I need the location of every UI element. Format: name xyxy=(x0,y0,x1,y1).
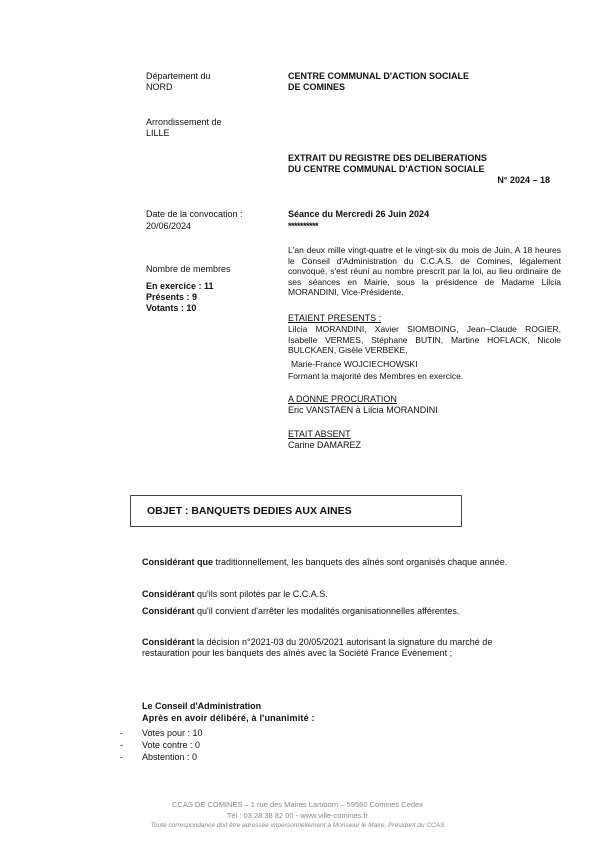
consideration-4-text: la décision n°2021-03 du 20/05/2021 autorisant la signature du marché de restauration pour les banquets des aînés avec la Société France Evènement ; xyxy=(142,637,493,658)
extract-title-line1: EXTRAIT DU REGISTRE DES DELIBERATIONS xyxy=(288,153,487,163)
proxy-text: Eric VANSTAEN à Lilcia MORANDINI xyxy=(288,405,438,415)
members-present: Présents : 9 xyxy=(146,292,198,302)
extract-title-line2: DU CENTRE COMMUNAL D'ACTION SOCIALE xyxy=(288,164,485,174)
footer-notice: Toute correspondance doit être adressée impersonnellement à Monsieur le Maire, Président du CCAS xyxy=(150,822,445,829)
deliberation-statement: Après en avoir délibéré, à l'unanimité : xyxy=(142,713,315,723)
consideration-3-text: qu'il convient d'arrêter les modalités organisationnelles afférentes. xyxy=(194,606,460,616)
members-label: Nombre de membres xyxy=(146,264,231,274)
votes-against: Vote contre : 0 xyxy=(142,740,201,750)
consideration-1-text: traditionnellement, les banquets des aînés sont organisés chaque année. xyxy=(213,557,508,567)
present-heading: ETAIENT PRESENTS : xyxy=(288,313,382,323)
deliberation-number: N° 2024 – 18 xyxy=(497,175,550,185)
members-voting: Votants : 10 xyxy=(146,303,197,313)
object-box xyxy=(130,495,462,527)
consideration-3-lead: Considérant xyxy=(142,606,195,616)
consideration-4-lead: Considérant xyxy=(142,637,195,647)
session-title: Séance du Mercredi 26 Juin 2024 xyxy=(288,209,430,219)
consideration-2 xyxy=(142,589,534,600)
object-title: OBJET : BANQUETS DEDIES AUX AINES xyxy=(147,505,352,517)
present-majority: Formant la majorité des Membres en exercice. xyxy=(288,371,464,381)
present-list: Lilcia MORANDINI, Xavier SIOMBOING, Jean–Claude ROGIER, Isabelle VERMES, Stéphane BUTIN, Martine HOFLACK, Nicole BULCKAEN, Gisèle VERBEKE, xyxy=(288,324,561,356)
consideration-1 xyxy=(142,557,534,568)
vote-dash-1: - xyxy=(120,728,123,738)
absent-text: Carine DAMAREZ xyxy=(288,440,362,450)
abstention: Abstention : 0 xyxy=(142,752,198,762)
session-intro: L'an deux mille vingt-quatre et le vingt-six du mois de Juin, A 18 heures le Conseil d'Administration du C.C.A.S. de Comines, légalement convoqué, s'est réuni au nombre prescrit par la loi, au lieu ordinaire de ses séances en Mairie, sous la présidence de Madame Lilcia MORANDINI, Vice-Présidente. xyxy=(288,245,561,298)
organization-line1: CENTRE COMMUNAL D'ACTION SOCIALE xyxy=(288,71,469,81)
consideration-2-lead: Considérant xyxy=(142,589,195,599)
consideration-1-lead: Considérant que xyxy=(142,557,214,567)
vote-dash-2: - xyxy=(120,740,123,750)
arrondissement-label: Arrondissement de xyxy=(146,117,222,127)
footer-contact: Tél : 03 28 38 82 00 - www.ville-comines.fr xyxy=(226,811,369,820)
consideration-4 xyxy=(142,637,534,659)
footer-address: CCAS DE COMINES – 1 rue des Maires Lamborn – 59560 Comines Cedex xyxy=(172,800,423,809)
convocation-label: Date de la convocation : xyxy=(146,209,243,219)
department-label: Département du xyxy=(146,71,211,81)
convocation-date: 20/06/2024 xyxy=(146,221,192,231)
arrondissement-value: LILLE xyxy=(146,128,170,138)
department-value: NORD xyxy=(146,82,173,92)
votes-for: Votes pour : 10 xyxy=(142,728,203,738)
members-in-office: En exercice : 11 xyxy=(146,281,214,291)
present-last-member: Marie-France WOJCIECHOWSKI xyxy=(291,359,418,369)
session-stars: ********** xyxy=(288,221,319,231)
vote-dash-3: - xyxy=(120,752,123,762)
absent-heading: ETAIT ABSENT xyxy=(288,429,351,439)
consideration-3 xyxy=(142,606,482,617)
proxy-heading: A DONNE PROCURATION xyxy=(288,394,397,404)
organization-line2: DE COMINES xyxy=(288,82,346,92)
consideration-2-text: qu'ils sont pilotés par le C.C.A.S. xyxy=(194,589,328,599)
council-label: Le Conseil d'Administration xyxy=(142,701,262,711)
